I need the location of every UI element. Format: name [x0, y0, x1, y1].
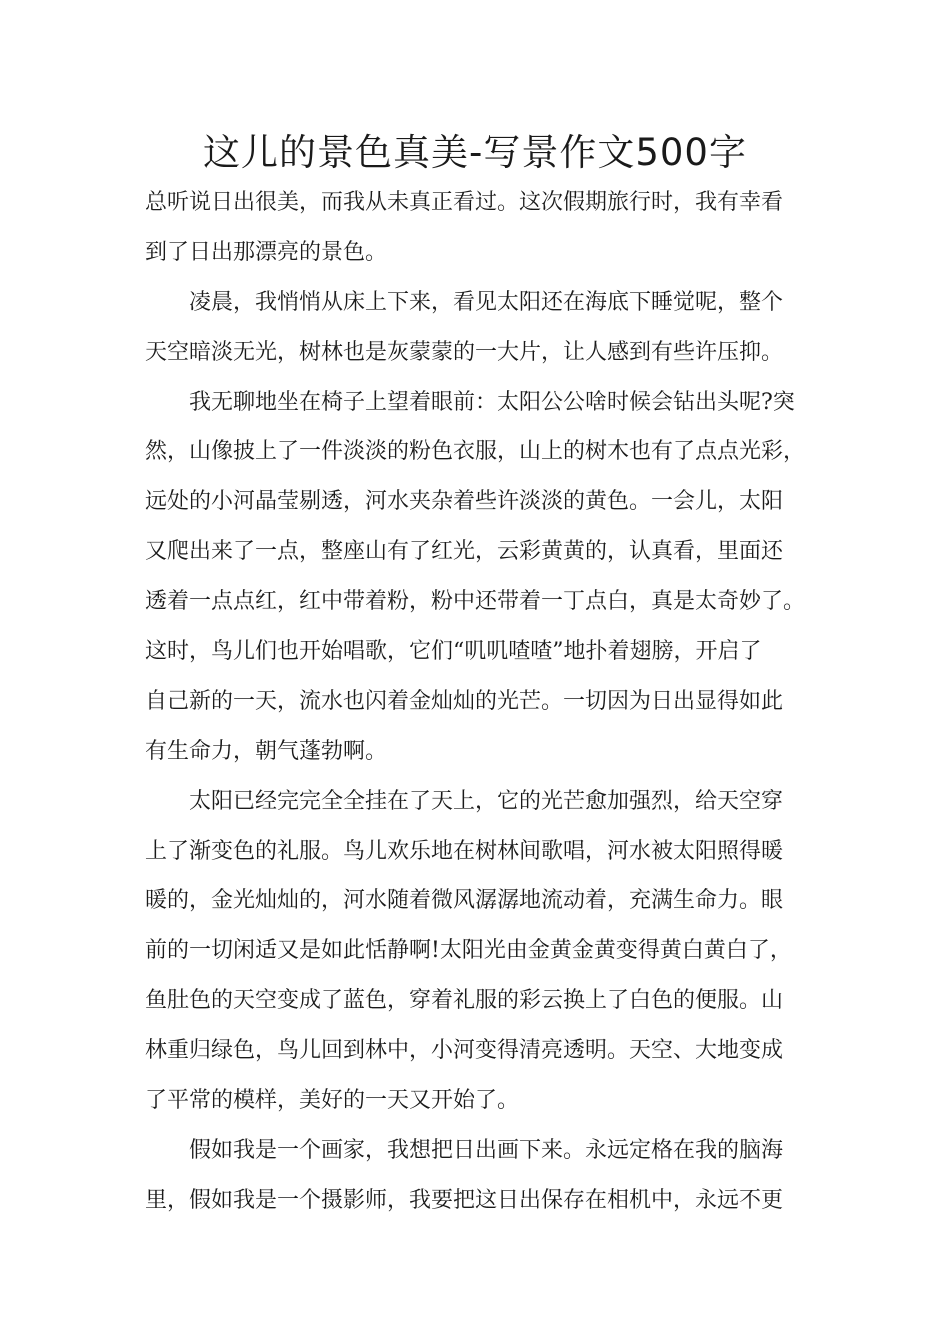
document-body: [145, 178, 825, 1226]
text-line: 远处的小河晶莹剔透，河水夹杂着些许淡淡的黄色。一会儿，太阳: [145, 489, 784, 515]
text-line: 有生命力，朝气蓬勃啊。: [145, 738, 388, 764]
text-line: 鱼肚色的天空变成了蓝色，穿着礼服的彩云换上了白色的便服。山: [145, 988, 784, 1014]
text-line: 上了渐变色的礼服。鸟儿欢乐地在树林间歌唱，河水被太阳照得暖: [145, 838, 784, 864]
text-line: 到了日出那漂亮的景色。: [145, 239, 388, 265]
paragraph: [145, 777, 825, 1126]
paragraph: [145, 278, 825, 378]
document-title: 这儿的景色真美-写景作文500字: [203, 131, 747, 174]
text-line: 里，假如我是一个摄影师，我要把这日出保存在相机中，永远不更: [145, 1187, 784, 1213]
paragraph: [145, 178, 825, 278]
paragraph: [145, 1126, 825, 1226]
text-line: 自己新的一天，流水也闪着金灿灿的光芒。一切因为日出显得如此: [145, 688, 784, 714]
text-line: 凌晨，我悄悄从床上下来，看见太阳还在海底下睡觉呢，整个: [189, 289, 784, 315]
text-line: 天空暗淡无光，树林也是灰蒙蒙的一大片，让人感到有些许压抑。: [145, 339, 784, 365]
text-line: 暖的，金光灿灿的，河水随着微风潺潺地流动着，充满生命力。眼: [145, 888, 784, 914]
text-line: 太阳已经完完全全挂在了天上，它的光芒愈加强烈，给天空穿: [189, 788, 784, 814]
paragraph: [145, 378, 825, 777]
text-line: 林重归绿色，鸟儿回到林中，小河变得清亮透明。天空、大地变成: [145, 1038, 784, 1064]
text-line: 然，山像披上了一件淡淡的粉色衣服，山上的树木也有了点点光彩，: [145, 439, 806, 465]
text-line: 了平常的模样，美好的一天又开始了。: [145, 1088, 520, 1114]
text-line: 这时，鸟儿们也开始唱歌，它们“叽叽喳喳”地扑着翅膀，开启了: [145, 639, 762, 665]
text-line: 我无聊地坐在椅子上望着眼前：太阳公公啥时候会钻出头呢?突: [189, 389, 795, 415]
text-line: 总听说日出很美，而我从未真正看过。这次假期旅行时，我有幸看: [145, 190, 784, 215]
text-line: 假如我是一个画家，我想把日出画下来。永远定格在我的脑海: [189, 1137, 784, 1163]
text-line: 透着一点点红，红中带着粉，粉中还带着一丁点白，真是太奇妙了。: [145, 589, 806, 615]
text-line: 前的一切闲适又是如此恬静啊!太阳光由金黄金黄变得黄白黄白了，: [145, 938, 792, 964]
text-line: 又爬出来了一点，整座山有了红光，云彩黄黄的，认真看，里面还: [145, 539, 784, 565]
